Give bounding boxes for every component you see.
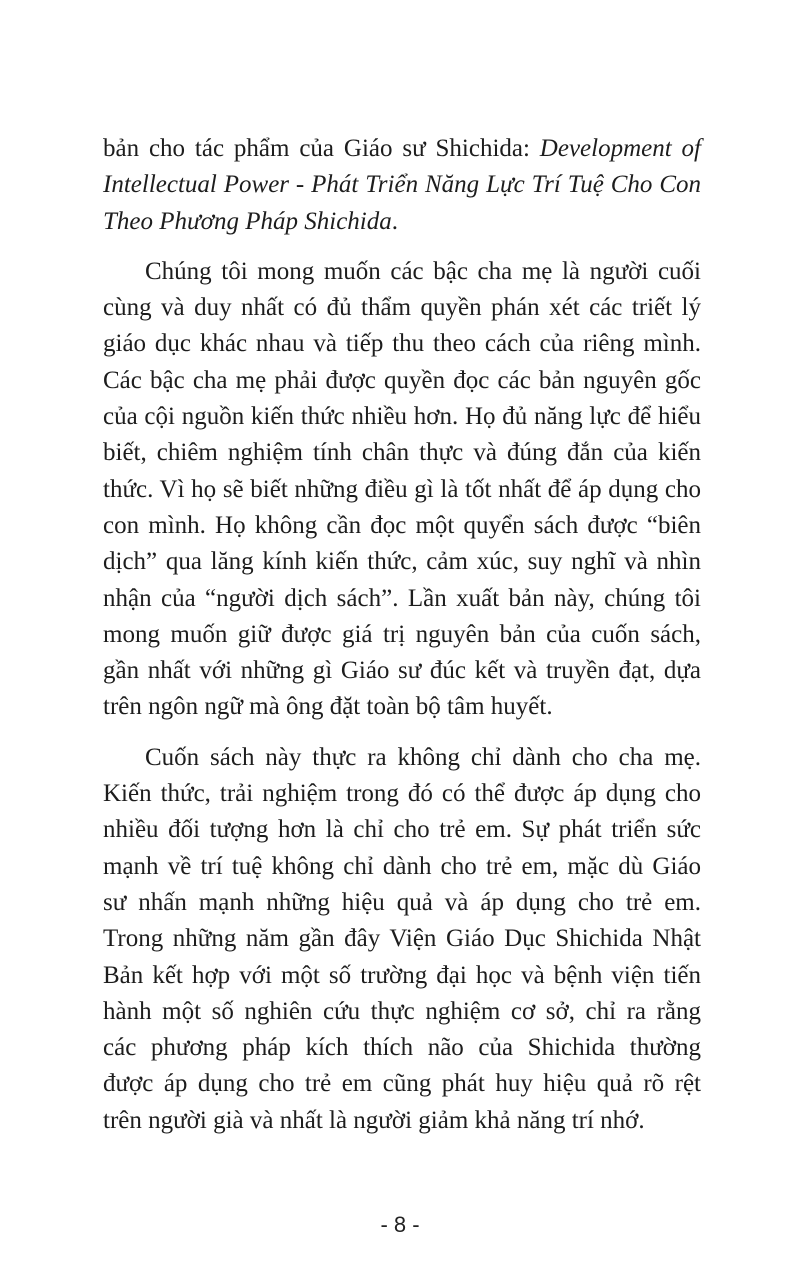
text-line <box>103 204 701 240</box>
paragraph-1 <box>103 131 701 240</box>
text-line: nhiều đối tượng hơn là chỉ cho trẻ em. Sự phát triển sức <box>103 816 701 844</box>
text-line: nhận của “người dịch sách”. Lần xuất bản này, chúng tôi <box>103 584 701 612</box>
text-line: Trong những năm gần đây Viện Giáo Dục Shichida Nhật <box>103 925 701 953</box>
text-line: sư nhấn mạnh những hiệu quả và áp dụng cho trẻ em. <box>103 888 701 916</box>
text-line: Chúng tôi mong muốn các bậc cha mẹ là người cuối <box>145 257 701 285</box>
text-line: được áp dụng cho trẻ em cũng phát huy hiệu quả rõ rệt <box>103 1070 701 1098</box>
text-line: Các bậc cha mẹ phải được quyền đọc các bản nguyên gốc <box>103 366 701 394</box>
text-line: cùng và duy nhất có đủ thẩm quyền phán xét các triết lý <box>103 294 701 322</box>
book-title-italic: Theo Phương Pháp Shichida <box>103 207 392 235</box>
text-line: trên người già và nhất là người giảm khả năng trí nhớ. <box>103 1106 645 1134</box>
text-plain: bản cho tác phẩm của Giáo sư Shichida: <box>103 135 540 162</box>
text-line: mong muốn giữ được giá trị nguyên bản của cuốn sách, <box>103 620 701 648</box>
text-line: biết, chiêm nghiệm tính chân thực và đúng đắn của kiến <box>103 439 701 467</box>
page-body <box>103 131 701 1153</box>
text-line: gần nhất với những gì Giáo sư đúc kết và truyền đạt, dựa <box>103 657 701 685</box>
text-plain: . <box>391 207 399 235</box>
text-line <box>103 167 701 203</box>
page-number: - 8 - <box>380 1212 420 1237</box>
text-line: con mình. Họ không cần đọc một quyển sách được “biên <box>103 511 701 539</box>
text-line: Cuốn sách này thực ra không chỉ dành cho cha mẹ. <box>145 743 701 771</box>
text-line: thức. Vì họ sẽ biết những điều gì là tốt nhất để áp dụng cho <box>103 475 701 503</box>
text-line: trên ngôn ngữ mà ông đặt toàn bộ tâm huyết. <box>103 693 553 721</box>
text-line: của cội nguồn kiến thức nhiều hơn. Họ đủ năng lực để hiểu <box>103 403 701 431</box>
text-line: giáo dục khác nhau và tiếp thu theo cách của riêng mình. <box>103 330 701 358</box>
text-line: mạnh về trí tuệ không chỉ dành cho trẻ em, mặc dù Giáo <box>103 852 701 880</box>
book-title-italic: Development of <box>539 135 701 162</box>
text-line: các phương pháp kích thích não của Shichida thường <box>103 1034 701 1062</box>
text-line: dịch” qua lăng kính kiến thức, cảm xúc, suy nghĩ và nhìn <box>103 548 701 576</box>
text-line: Bản kết hợp với một số trường đại học và bệnh viện tiến <box>103 961 701 989</box>
text-line: hành một số nghiên cứu thực nghiệm cơ sở, chỉ ra rằng <box>103 997 701 1025</box>
text-line: Kiến thức, trải nghiệm trong đó có thể được áp dụng cho <box>103 780 701 808</box>
book-title-italic: Intellectual Power - Phát Triển Năng Lực Trí Tuệ Cho Con <box>103 171 701 199</box>
paragraph-3 <box>103 740 701 1139</box>
paragraph-2 <box>103 254 701 726</box>
text-line <box>103 131 701 167</box>
